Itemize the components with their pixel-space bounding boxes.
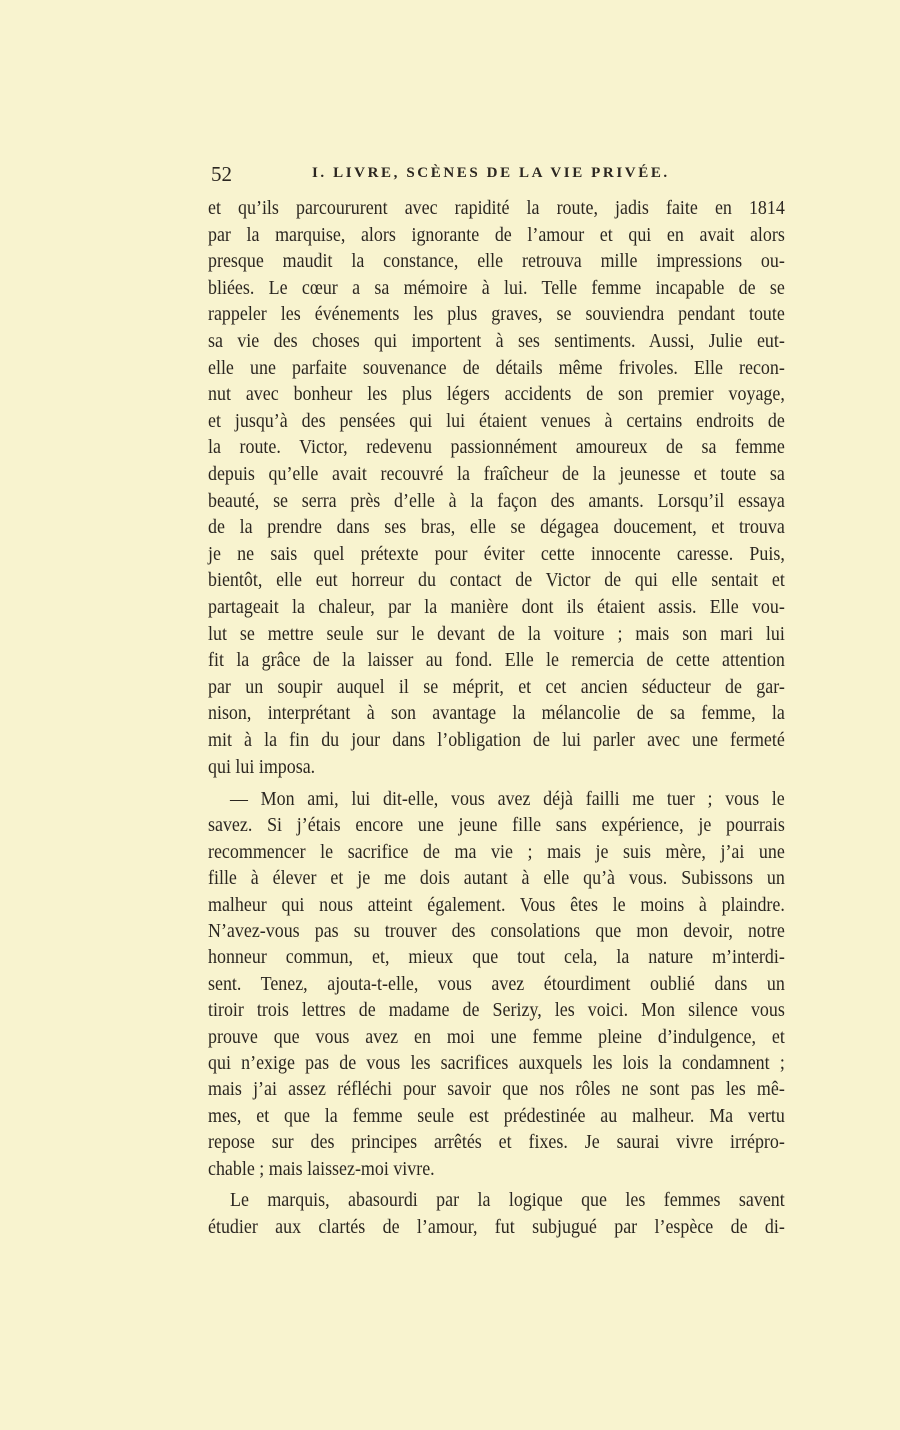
text-line: et jusqu’à des pensées qui lui étaient venues à certains endroits de (208, 410, 785, 432)
text-line: tiroir trois lettres de madame de Serizy, les voici. Mon silence vous (208, 1000, 785, 1022)
text-line: rappeler les événements les plus graves, se souviendra pendant toute (208, 304, 785, 326)
text-line: fille à élever et je me dois autant à elle qu’à vous. Subissons un (208, 868, 785, 890)
text-line: chable ; mais laissez-moi vivre. (208, 1158, 435, 1180)
text-line: mes, et que la femme seule est prédestinée au malheur. Ma vertu (208, 1105, 785, 1127)
text-line: sent. Tenez, ajouta-t-elle, vous avez étourdiment oublié dans un (208, 973, 785, 995)
text-line: elle une parfaite souvenance de détails même frivoles. Elle recon- (208, 357, 785, 379)
text-line: qui lui imposa. (208, 756, 316, 778)
text-line: recommencer le sacrifice de ma vie ; mais je suis mère, j’ai une (208, 841, 785, 863)
text-line: par un soupir auquel il se méprit, et cet ancien séducteur de gar- (208, 676, 785, 698)
text-line: depuis qu’elle avait recouvré la fraîcheur de la jeunesse et toute sa (208, 464, 785, 485)
text-line: prouve que vous avez en moi une femme pleine d’indulgence, et (208, 1026, 785, 1048)
text-line: bientôt, elle eut horreur du contact de Victor de qui elle sentait et (208, 570, 785, 592)
text-line: je ne sais quel prétexte pour éviter cette innocente caresse. Puis, (208, 543, 785, 565)
text-line: presque maudit la constance, elle retrouva mille impressions ou- (208, 251, 785, 273)
text-line: par la marquise, alors ignorante de l’amour et qui en avait alors (208, 224, 785, 246)
text-line: Le marquis, abasourdi par la logique que les femmes savent (230, 1190, 785, 1211)
text-line: mais j’ai assez réfléchi pour savoir que nos rôles ne sont pas les mê- (208, 1079, 785, 1101)
text-line: repose sur des principes arrêtés et fixes. Je saurai vivre irrépro- (208, 1132, 785, 1154)
text-line: de la prendre dans ses bras, elle se dégagea doucement, et trouva (208, 517, 785, 539)
text-line: nison, interprétant à son avantage la mélancolie de sa femme, la (208, 703, 785, 725)
text-line: mit à la fin du jour dans l’obligation de lui parler avec une fermeté (208, 730, 785, 751)
text-line: lut se mettre seule sur le devant de la voiture ; mais son mari lui (208, 623, 785, 645)
text-line: sa vie des choses qui importent à ses sentiments. Aussi, Julie eut- (208, 331, 785, 352)
text-line: qui n’exige pas de vous les sacrifices auxquels les lois la condamnent ; (208, 1053, 785, 1074)
text-line: bliées. Le cœur a sa mémoire à lui. Telle femme incapable de se (208, 277, 785, 299)
text-line: N’avez-vous pas su trouver des consolations que mon devoir, notre (208, 921, 785, 942)
running-title: I. LIVRE, SCÈNES DE LA VIE PRIVÉE. (312, 165, 670, 181)
page-number: 52 (211, 162, 232, 186)
text-line: savez. Si j’étais encore une jeune fille sans expérience, je pourrais (208, 815, 785, 837)
text-line: partageait la chaleur, par la manière dont ils étaient assis. Elle vou- (208, 597, 785, 618)
text-line: la route. Victor, redevenu passionnément amoureux de sa femme (208, 437, 785, 459)
text-line: beauté, se serra près d’elle à la façon des amants. Lorsqu’il essaya (208, 490, 785, 512)
text-line: malheur qui nous atteint également. Vous êtes le moins à plaindre. (208, 894, 785, 916)
text-line: et qu’ils parcoururent avec rapidité la route, jadis faite en 1814 (208, 198, 785, 219)
text-line: honneur commun, et, mieux que tout cela, la nature m’interdi- (208, 947, 785, 969)
text-line: — Mon ami, lui dit-elle, vous avez déjà failli me tuer ; vous le (230, 789, 785, 810)
text-line: fit la grâce de la laisser au fond. Elle le remercia de cette attention (208, 650, 785, 672)
text-line: étudier aux clartés de l’amour, fut subjugué par l’espèce de di- (208, 1217, 785, 1238)
text-line: nut avec bonheur les plus légers accidents de son premier voyage, (208, 384, 785, 406)
